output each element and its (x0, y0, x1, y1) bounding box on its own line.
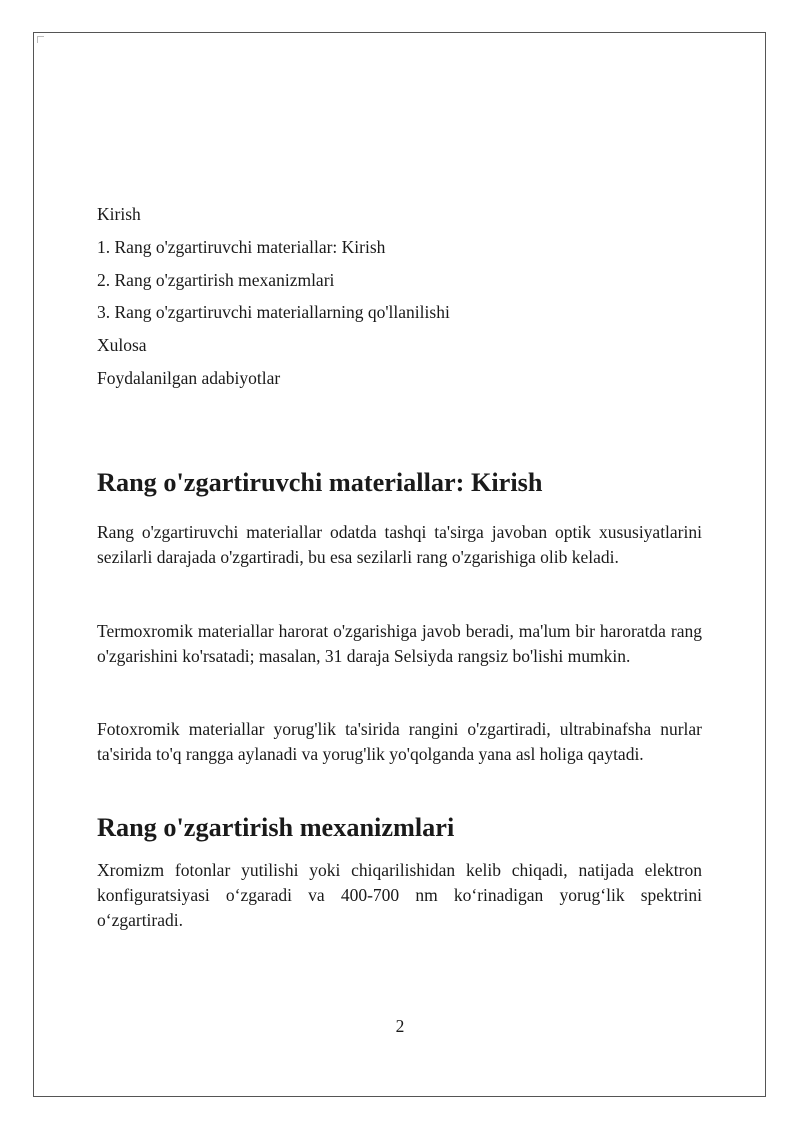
toc-item-conclusion: Xulosa (97, 335, 147, 356)
section-heading-mechanisms: Rang o'zgartirish mexanizmlari (97, 812, 455, 842)
paragraph-intro-3: Fotoxromik materiallar yorug'lik ta'sirida rangini o'zgartiradi, ultrabinafsha nurlar ta'sirida to'q rangga aylanadi va yorug'lik yo'qolganda yana asl holiga qaytadi. (97, 718, 702, 764)
document-body (97, 198, 702, 933)
toc-item-references: Foydalanilgan adabiyotlar (97, 367, 281, 388)
paragraph-mechanisms-1: Xromizm fotonlar yutilishi yoki chiqarilishidan kelib chiqadi, natijada elektron konfiguratsiyasi o‘zgaradi va 400-700 nm ko‘rinadigan yorug‘lik spektrini o‘zgartiradi. (97, 859, 702, 930)
page-number: 2 (395, 1016, 405, 1036)
paragraph-intro-2: Termoxromik materiallar harorat o'zgarishiga javob beradi, ma'lum bir haroratda rang o'zgarishini ko'rsatadi; masalan, 31 daraja Selsiyda rangsiz bo'lishi mumkin. (97, 620, 702, 666)
toc-item-2: 2. Rang o'zgartirish mexanizmlari (97, 269, 335, 290)
toc-item-3: 3. Rang o'zgartiruvchi materiallarning qo'llanilishi (97, 302, 450, 323)
section-heading-intro: Rang o'zgartiruvchi materiallar: Kirish (97, 467, 543, 497)
corner-mark (37, 36, 44, 43)
table-of-contents (97, 198, 702, 395)
toc-item-1: 1. Rang o'zgartiruvchi materiallar: Kirish (97, 236, 386, 257)
toc-item-introduction: Kirish (97, 204, 141, 224)
paragraph-intro-1: Rang o'zgartiruvchi materiallar odatda tashqi ta'sirga javoban optik xususiyatlarini sezilarli darajada o'zgartiradi, bu esa sezilarli rang o'zgarishiga olib keladi. (97, 521, 702, 567)
